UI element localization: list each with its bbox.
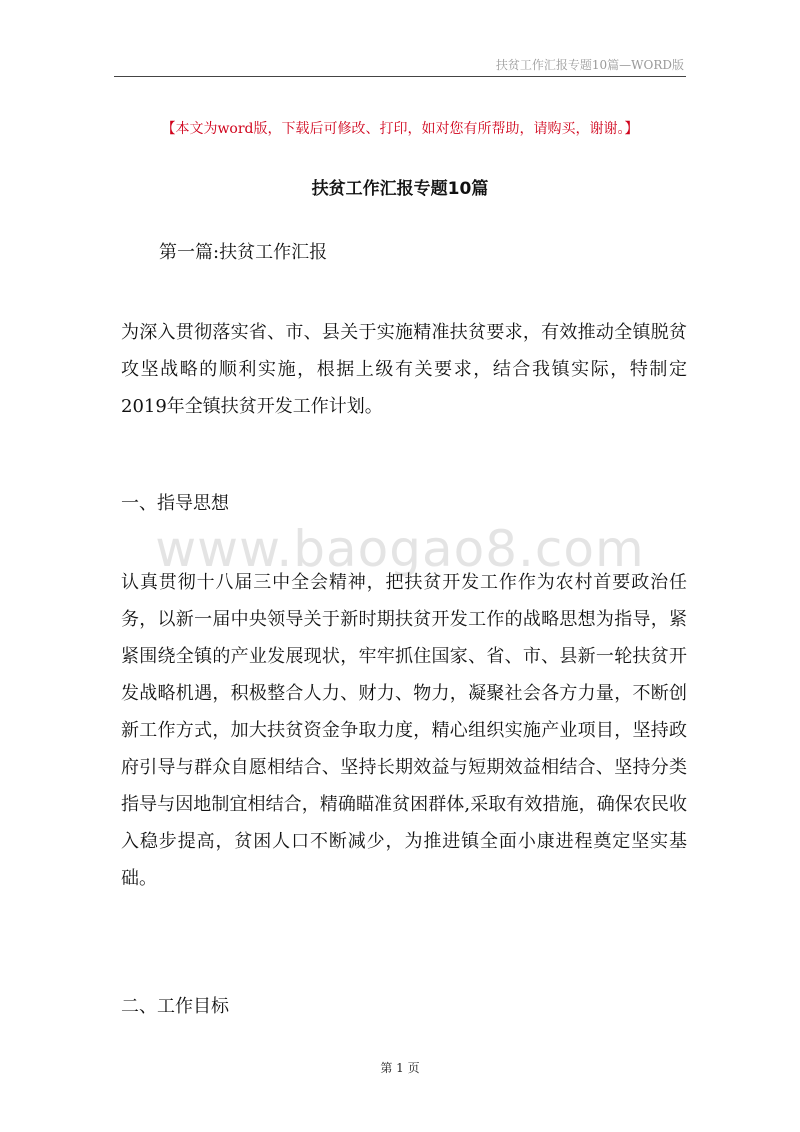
purchase-notice: 【本文为word版，下载后可修改、打印，如对您有所帮助，请购买，谢谢。】 — [161, 121, 639, 137]
guiding-ideology-paragraph: 认真贯彻十八届三中全会精神，把扶贫开发工作作为农村首要政治任务，以新一届中央领导关于新时期扶贫开发工作的战略思想为指导，紧紧围绕全镇的产业发展现状，牢牢抓住国家、省、市、县新一轮扶贫开发战略机遇，积极整合人力、财力、物力，凝聚社会各方力量，不断创新工作方式，加大扶贫资金争取力度，精心组织实施产业项目，坚持政府引导与群众自愿相结合、坚持长期效益与短期效益相结合、坚持分类指导与因地制宜相结合，精确瞄准贫困群体,采取有效措施，确保农民收入稳步提高，贫困人口不断减少，为推进镇全面小康进程奠定坚实基础。 — [121, 572, 687, 889]
section-heading-work-goals: 二、工作目标 — [121, 996, 229, 1017]
watermark: www.baogao8.com — [155, 520, 645, 578]
document-title: 扶贫工作汇报专题10篇 — [311, 179, 489, 199]
chapter-subtitle: 第一篇:扶贫工作汇报 — [159, 242, 328, 263]
header-divider — [114, 76, 686, 77]
section-heading-guiding-ideology: 一、指导思想 — [121, 493, 229, 514]
intro-paragraph: 为深入贯彻落实省、市、县关于实施精准扶贫要求，有效推动全镇脱贫攻坚战略的顺利实施，根据上级有关要求，结合我镇实际，特制定2019年全镇扶贫开发工作计划。 — [121, 322, 687, 417]
page-number: 第 1 页 — [380, 1061, 420, 1075]
running-header: 扶贫工作汇报专题10篇—WORD版 — [495, 58, 684, 72]
